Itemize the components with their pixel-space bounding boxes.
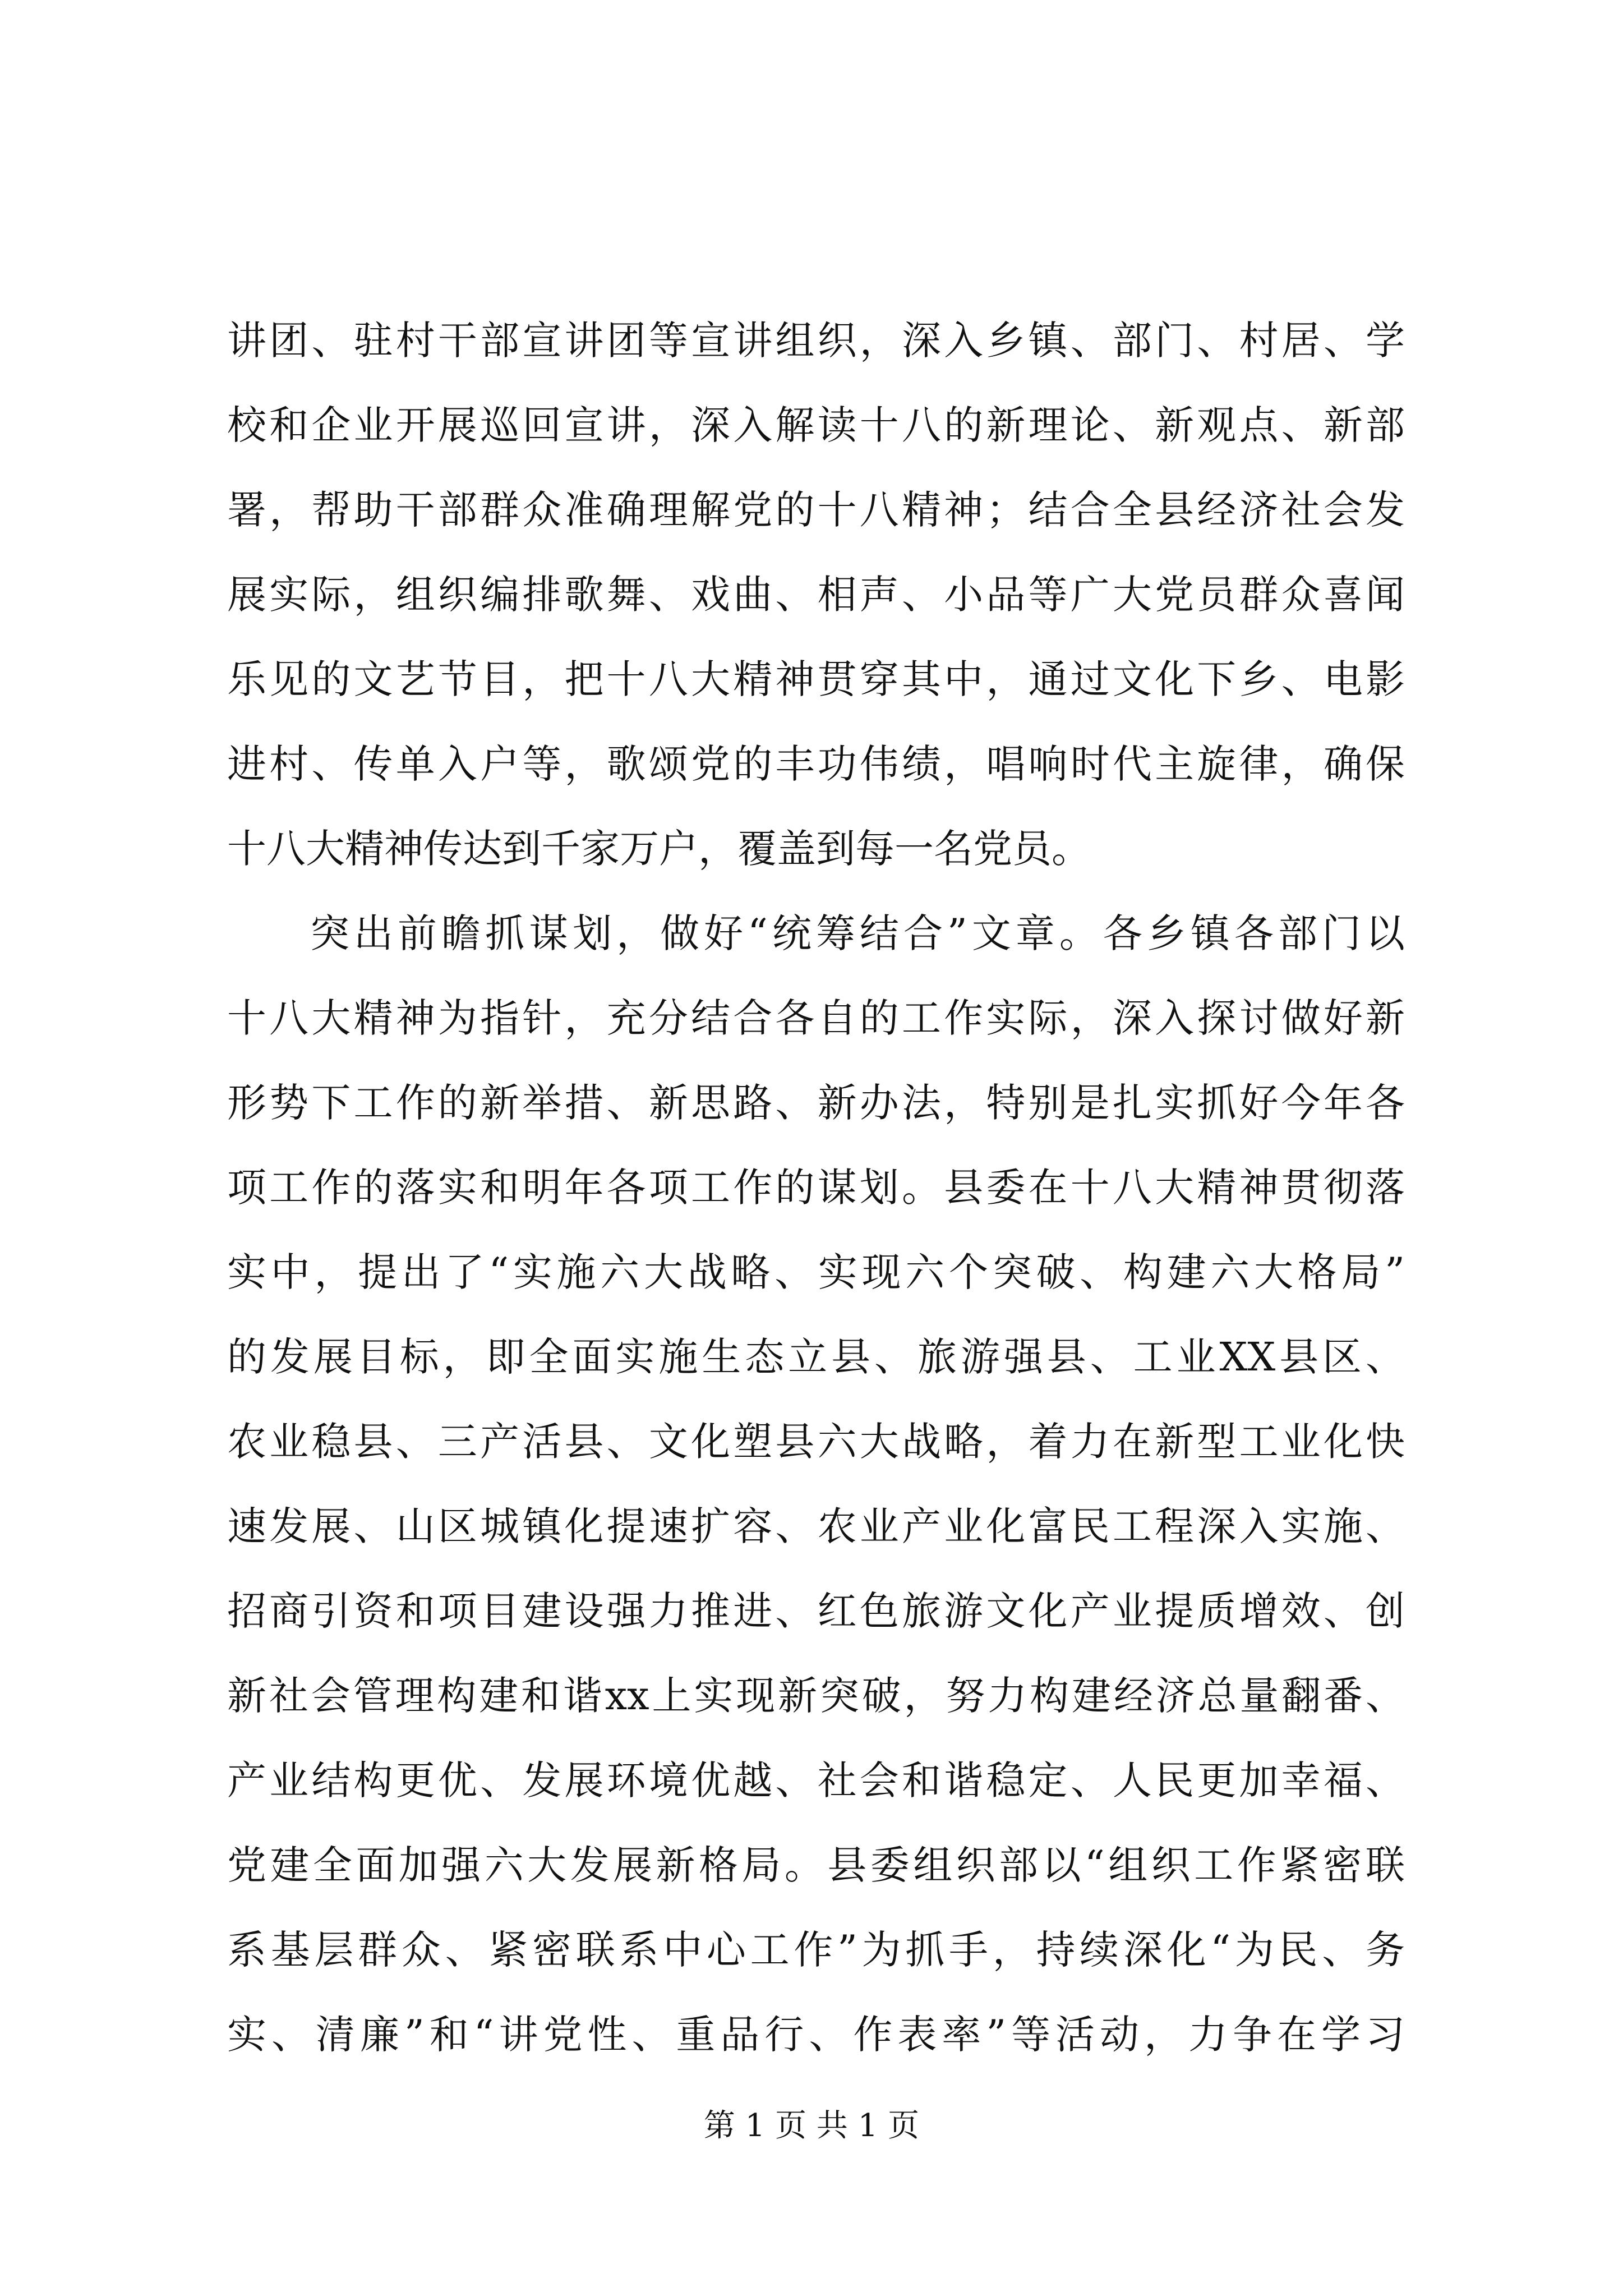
text-line: 十八大精神为指针，充分结合各自的工作实际，深入探讨做好新 [227, 995, 1405, 1041]
document-body [227, 298, 1405, 2077]
text-line: 新社会管理构建和谐xx上实现新突破，努力构建经济总量翻番、 [227, 1673, 1405, 1719]
text-line: 实、清廉”和“讲党性、重品行、作表率”等活动，力争在学习 [227, 2012, 1405, 2058]
text-line: 速发展、山区城镇化提速扩容、农业产业化富民工程深入实施、 [227, 1503, 1405, 1549]
text-line: 实中，提出了“实施六大战略、实现六个突破、构建六大格局” [227, 1249, 1405, 1295]
paragraph-2 [227, 891, 1405, 2077]
text-line: 署，帮助干部群众准确理解党的十八精神；结合全县经济社会发 [227, 487, 1405, 533]
text-line: 招商引资和项目建设强力推进、红色旅游文化产业提质增效、创 [227, 1588, 1405, 1634]
text-line: 讲团、驻村干部宣讲团等宣讲组织，深入乡镇、部门、村居、学 [227, 318, 1405, 364]
text-line: 形势下工作的新举措、新思路、新办法，特别是扎实抓好今年各 [227, 1080, 1405, 1126]
text-line: 校和企业开展巡回宣讲，深入解读十八的新理论、新观点、新部 [227, 402, 1405, 448]
text-line: 党建全面加强六大发展新格局。县委组织部以“组织工作紧密联 [227, 1842, 1405, 1888]
text-line: 项工作的落实和明年各项工作的谋划。县委在十八大精神贯彻落 [227, 1165, 1405, 1211]
text-line: 进村、传单入户等，歌颂党的丰功伟绩，唱响时代主旋律，确保 [227, 741, 1405, 787]
page-footer: 第 1 页 共 1 页 [703, 2108, 920, 2144]
paragraph-1 [227, 298, 1405, 891]
text-line: 产业结构更优、发展环境优越、社会和谐稳定、人民更加幸福、 [227, 1757, 1405, 1803]
text-line: 突出前瞻抓谋划，做好“统筹结合”文章。各乡镇各部门以 [310, 910, 1405, 956]
text-line: 乐见的文艺节目，把十八大精神贯穿其中，通过文化下乡、电影 [227, 656, 1405, 702]
text-line: 农业稳县、三产活县、文化塑县六大战略，着力在新型工业化快 [227, 1419, 1405, 1465]
text-line: 系基层群众、紧密联系中心工作”为抓手，持续深化“为民、务 [227, 1927, 1405, 1973]
text-line: 十八大精神传达到千家万户，覆盖到每一名党员。 [227, 826, 1091, 872]
text-line: 展实际，组织编排歌舞、戏曲、相声、小品等广大党员群众喜闻 [227, 572, 1405, 618]
text-line: 的发展目标，即全面实施生态立县、旅游强县、工业XX县区、 [227, 1334, 1405, 1380]
